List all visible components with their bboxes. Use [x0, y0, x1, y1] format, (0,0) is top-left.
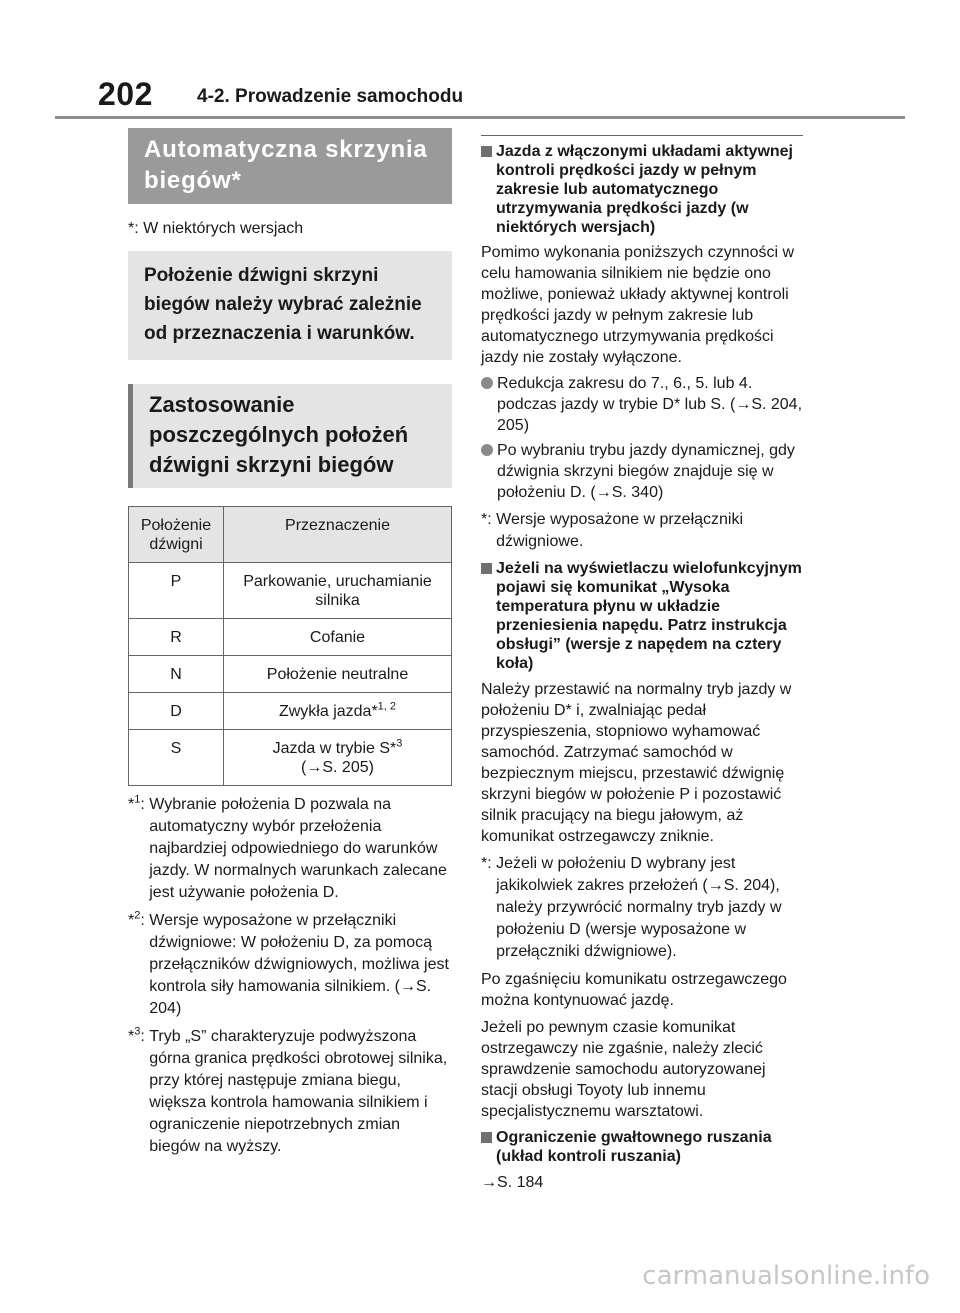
circle-bullet-icon	[481, 444, 493, 456]
heading-launch-control	[481, 1128, 803, 1166]
gear-purpose	[224, 693, 452, 730]
list-item	[481, 440, 803, 503]
square-bullet-icon	[481, 1132, 492, 1143]
gear-purpose-text: Zwykła jazda*	[278, 703, 378, 720]
circle-bullet-icon	[481, 377, 493, 389]
page-reference: →S. 184	[481, 1174, 544, 1191]
page-number: 202	[98, 76, 153, 112]
footnote-text: Jeżeli w położeniu D wybrany jest jakikolwiek zakres przełożeń (→S. 204), należy przywrócić normalny tryb jazdy w położeniu D (wersje wyposażone w przełączniki dźwigniowe).	[496, 855, 782, 960]
gear-position: S	[129, 730, 224, 786]
footnote-mark: *:	[481, 855, 492, 872]
heading-text: Ograniczenie gwałtownego ruszania (układ kontroli ruszania)	[496, 1129, 772, 1165]
gear-table	[128, 506, 452, 786]
footnote-number: 2	[134, 909, 141, 922]
intro-box: Położenie dźwigni skrzyni biegów należy wybrać zależnie od przeznaczenia i warunków.	[128, 251, 452, 360]
gear-purpose: Parkowanie, uruchamianie silnika	[224, 563, 452, 619]
table-row	[129, 563, 452, 619]
footnote: *$^1$: Wybranie położenia D pozwala na automatyczny wybór przełożenia najbardziej odpowiedniego do warunków jazdy. W normalnych warunkach zalecane jest używanie położenia D.	[128, 794, 452, 904]
paragraph: Po zgaśnięciu komunikatu ostrzegawczego można kontynuować jazdę.	[481, 971, 787, 1009]
main-title: Automatyczna skrzynia biegów*	[128, 128, 452, 204]
square-bullet-icon	[481, 563, 492, 574]
gear-position: D	[129, 693, 224, 730]
gear-purpose: Położenie neutralne	[224, 656, 452, 693]
variant-note: *: W niektórych wersjach	[128, 220, 304, 237]
footnote-text: Tryb „S” charakteryzuje podwyższona górna granica prędkości obrotowej silnika, przy której następuje zmiana biegu, większa kontrola hamowania silnikiem i ograniczenie niepotrzebnych zmian biegów na wyższy.	[149, 1028, 448, 1155]
gear-position: P	[129, 563, 224, 619]
gear-purpose: Cofanie	[224, 619, 452, 656]
footnote-mark: *	[128, 796, 135, 813]
gear-purpose-text: Jazda w trybie S*	[272, 740, 397, 757]
footnote-text: Wybranie położenia D pozwala na automatyczny wybór przełożenia najbardziej odpowiedniego do warunków jazdy. W normalnych warunkach zalecane jest używanie położenia D.	[149, 796, 447, 901]
footnote: *$^3$: Tryb „S” charakteryzuje podwyższona górna granica prędkości obrotowej silnika, przy której następuje zmiana biegu, większa kontrola hamowania silnikiem i ograniczenie niepotrzebnych zmian biegów na wyższy.	[128, 1026, 452, 1158]
footnote	[481, 853, 803, 963]
footnote-ref: 1, 2	[377, 700, 397, 713]
list-item-text: Redukcja zakresu do 7., 6., 5. lub 4. podczas jazdy w trybie D* lub S. (→S. 204, 205)	[497, 375, 803, 434]
list-item-text: Po wybraniu trybu jazdy dynamicznej, gdy dźwignia skrzyni biegów znajduje się w położeniu D. (→S. 340)	[497, 442, 795, 501]
paragraph: Należy przestawić na normalny tryb jazdy w położeniu D* i, zwalniając pedał przyspieszenia, stopniowo wyhamować samochód. Zatrzymać samochód w bezpiecznym miejscu, przestawić dźwignię skrzyni biegów w położenie P i pozostawić silnik pracujący na biegu jałowym, aż komunikat ostrzegawczy zniknie.	[481, 681, 792, 845]
paragraph: Jeżeli po pewnym czasie komunikat ostrzegawczy nie zgaśnie, należy zlecić sprawdzenie samochodu autoryzowanej stacji obsługi Toyoty lub innemu specjalistycznemu warsztatowi.	[481, 1019, 766, 1120]
footnote	[481, 509, 803, 553]
table-header-row	[129, 507, 452, 563]
table-row	[129, 619, 452, 656]
footnote-mark: *	[128, 1028, 135, 1045]
heading-active-cruise	[481, 142, 803, 237]
footnote-number: 3	[134, 1025, 141, 1038]
page-reference: (→S. 205)	[301, 759, 374, 776]
watermark: carmanualsonline.info	[642, 1261, 930, 1291]
footnote-text: Wersje wyposażone w przełączniki dźwigniowe: W położeniu D, za pomocą przełączników dźwigniowych, możliwa jest kontrola siły hamowania silnikiem. (→S. 204)	[149, 912, 449, 1017]
list-item	[481, 373, 803, 436]
table-header-position: Położenie dźwigni	[129, 507, 224, 563]
table-row	[129, 656, 452, 693]
square-bullet-icon	[481, 146, 492, 157]
gear-position: N	[129, 656, 224, 693]
heading-text: Jeżeli na wyświetlaczu wielofunkcyjnym pojawi się komunikat „Wysoka temperatura płynu w układzie przeniesienia napędu. Patrz instrukcja obsługi” (wersje z napędem na cztery koła)	[496, 560, 802, 672]
table-row	[129, 730, 452, 786]
right-divider	[481, 135, 803, 136]
footnote-number: 1	[134, 793, 141, 806]
footnote-mark: *	[128, 912, 135, 929]
footnote-mark: *:	[481, 511, 492, 528]
left-column	[128, 128, 452, 1158]
table-row	[129, 693, 452, 730]
section-title: 4-2. Prowadzenie samochodu	[197, 86, 464, 107]
footnotes	[128, 794, 452, 1158]
heading-text: Jazda z włączonymi układami aktywnej kontroli prędkości jazdy w pełnym zakresie lub automatycznego utrzymywania prędkości jazdy (w niektórych wersjach)	[496, 143, 793, 236]
paragraph: Pomimo wykonania poniższych czynności w celu hamowania silnikiem nie będzie ono możliwe, ponieważ układy aktywnej kontroli prędkości jazdy w pełnym zakresie lub automatycznego utrzymywania prędkości jazdy nie zostały wyłączone.	[481, 244, 795, 366]
header-divider	[55, 116, 905, 119]
footnote-text: Wersje wyposażone w przełączniki dźwigniowe.	[496, 511, 744, 550]
footnote: *$^2$: Wersje wyposażone w przełączniki dźwigniowe: W położeniu D, za pomocą przełączników dźwigniowych, możliwa jest kontrola siły hamowania silnikiem. (→S. 204)	[128, 910, 452, 1020]
subtitle-box: Zastosowanie poszczególnych położeń dźwigni skrzyni biegów	[128, 384, 452, 488]
heading-transfer-temp	[481, 559, 803, 673]
right-column	[481, 135, 803, 1193]
table-header-purpose: Przeznaczenie	[224, 507, 452, 563]
gear-purpose	[224, 730, 452, 786]
gear-position: R	[129, 619, 224, 656]
footnote-ref: 3	[396, 737, 403, 750]
